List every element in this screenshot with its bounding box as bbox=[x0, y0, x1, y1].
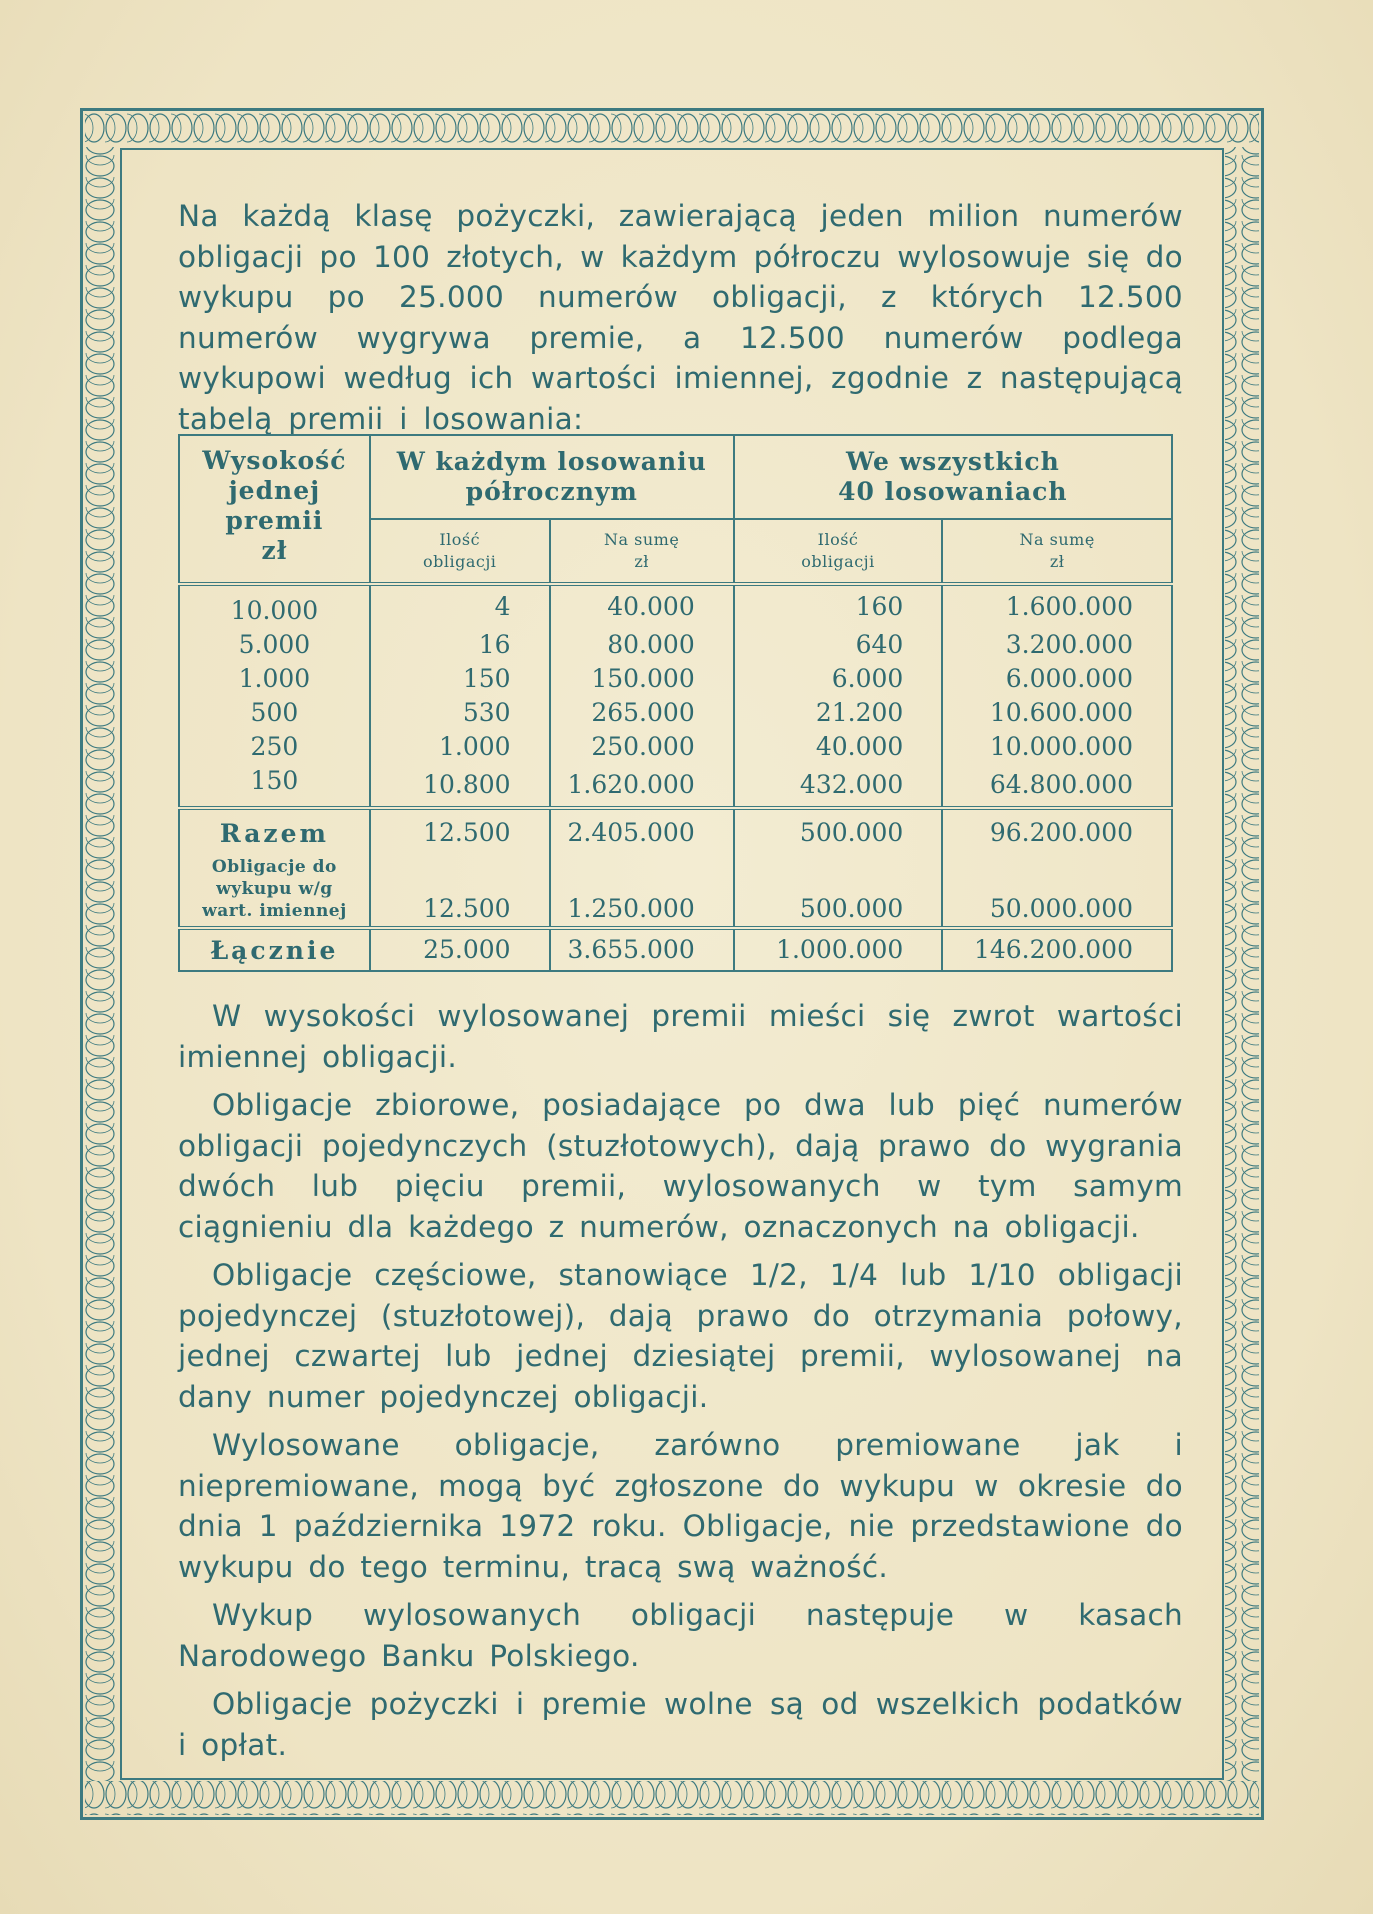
paragraph: W wysokości wylosowanej premii mieści się zwrot wartości imiennej obligacji. bbox=[178, 999, 1183, 1074]
premium-table bbox=[178, 434, 1173, 972]
paragraph: Obligacje pożyczki i premie wolne są od wszelkich podatków i opłat. bbox=[178, 1687, 1183, 1762]
premium-column-header: Wysokość jednej premii zł bbox=[179, 435, 370, 584]
table-row: 500 530 265.000 21.200 10.600.000 bbox=[179, 696, 1172, 730]
table-row: 10.000 4 40.000 160 1.600.000 bbox=[179, 584, 1172, 628]
terms-section bbox=[178, 996, 1183, 1765]
total-row: Razem 12.500 2.405.000 500.000 96.200.000 bbox=[179, 808, 1172, 856]
table-row: 1.000 150 150.000 6.000 6.000.000 bbox=[179, 662, 1172, 696]
intro-paragraph: Na każdą klasę pożyczki, zawierającą jeden milion numerów obligacji po 100 złotych, w każdym półroczu wylosowuje się do wykupu po 25.000 numerów obligacji, z których 12.500 numerów wygrywa premie, a 12.500 numerów podlega wykupowi według ich wartości imiennej, zgodnie z następującą tabelą premii i losowania: bbox=[178, 199, 1183, 436]
grand-total-row: Łącznie 25.000 3.655.000 1.000.000 146.200.000 bbox=[179, 928, 1172, 971]
table-row: 150 10.800 1.620.000 432.000 64.800.000 bbox=[179, 764, 1172, 808]
sum40-subheader: Na sumę zł bbox=[1019, 530, 1095, 571]
all-draws-group-header: We wszystkich 40 losowaniach bbox=[734, 435, 1172, 519]
paragraph: Wylosowane obligacje, zarówno premiowane jak i niepremiowane, mogą być zgłoszone do wykupu w okresie do dnia 1 października 1972 roku. Obligacje, nie przedstawione do wykupu do tego terminu, tracą swą ważność. bbox=[178, 1428, 1183, 1584]
count40-subheader: Ilość obligacji bbox=[734, 519, 943, 584]
table-row: 250 1.000 250.000 40.000 10.000.000 bbox=[179, 730, 1172, 764]
document-body bbox=[178, 196, 1183, 1762]
redeem-row: Obligacje do wykupu w/g wart. imiennej 12.500 1.250.000 500.000 50.000.000 bbox=[179, 856, 1172, 928]
table-row: 5.000 16 80.000 640 3.200.000 bbox=[179, 628, 1172, 662]
semiannual-group-header: W każdym losowaniu półrocznym bbox=[370, 435, 734, 519]
paragraph: Wykup wylosowanych obligacji następuje w kasach Narodowego Banku Polskiego. bbox=[178, 1598, 1183, 1673]
count-subheader: Ilość obligacji bbox=[370, 519, 550, 584]
paragraph: Obligacje zbiorowe, posiadające po dwa lub pięć numerów obligacji pojedynczych (stuzłotowych), dają prawo do wygrania dwóch lub pięciu premii, wylosowanych w tym samym ciągnieniu dla każdego z numerów, oznaczonych na obligacji. bbox=[178, 1088, 1183, 1244]
paragraph: Obligacje częściowe, stanowiące 1/2, 1/4 lub 1/10 obligacji pojedynczej (stuzłotowej), dają prawo do otrzymania połowy, jednej czwartej lub jednej dziesiątej premii, wylosowanej na dany numer pojedynczej obligacji. bbox=[178, 1258, 1183, 1414]
premium-rows bbox=[179, 584, 1172, 808]
sum-subheader: Na sumę zł bbox=[550, 519, 734, 584]
redeem-label: Obligacje do wykupu w/g wart. imiennej bbox=[179, 856, 370, 928]
